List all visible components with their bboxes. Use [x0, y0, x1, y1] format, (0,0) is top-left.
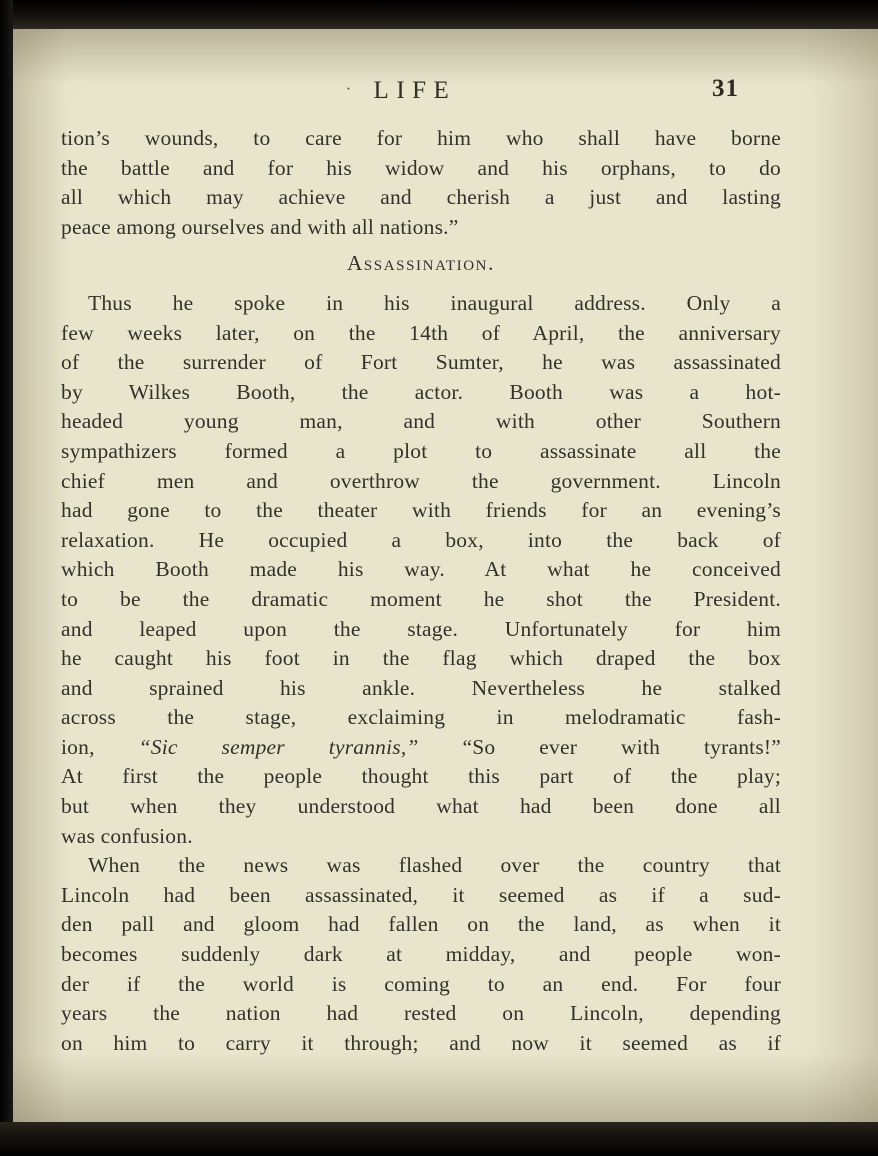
text-line: peace among ourselves and with all nations.” [61, 214, 459, 239]
text-line: by Wilkes Booth, the actor. Booth was a hot- [61, 379, 781, 404]
text-line: which Booth made his way. At what he conceived [61, 557, 781, 582]
paragraph-assassination [61, 289, 781, 851]
text-line: den pall and gloom had fallen on the land, as when it [61, 912, 781, 937]
text-line: the battle and for his widow and his orphans, to do [61, 155, 781, 180]
text-line: all which may achieve and cherish a just and lasting [61, 185, 781, 210]
text-line: der if the world is coming to an end. For four [61, 971, 781, 996]
text-line: chief men and overthrow the government. Lincoln [61, 468, 781, 493]
scan-edge-bottom [0, 1122, 878, 1156]
scan-edge-top [0, 0, 878, 29]
text-line-with-latin-quote [61, 733, 781, 763]
text-line: relaxation. He occupied a box, into the back of [61, 527, 781, 552]
text-line: Thus he spoke in his inaugural address. Only a [88, 290, 781, 315]
running-title: LIFE [373, 77, 457, 104]
text-line: and sprained his ankle. Nevertheless he stalked [61, 675, 781, 700]
text-line: When the news was flashed over the country that [88, 853, 781, 878]
text-line: Lincoln had been assassinated, it seemed as if a sud- [61, 882, 781, 907]
text-line: and leaped upon the stage. Unfortunately for him [61, 616, 781, 641]
text-line: sympathizers formed a plot to assassinate all the [61, 438, 781, 463]
paragraph-continuation [61, 124, 781, 242]
scan-edge-left [0, 0, 13, 1156]
text-line: on him to carry it through; and now it seemed as if [61, 1030, 781, 1055]
text-line: he caught his foot in the flag which draped the box [61, 646, 781, 671]
paper-page [13, 29, 878, 1122]
page-content [13, 29, 878, 1058]
text-line: of the surrender of Fort Sumter, he was assassinated [61, 350, 781, 375]
text-line: few weeks later, on the 14th of April, the anniversary [61, 320, 781, 345]
text-line: At first the people thought this part of the play; [61, 764, 781, 789]
text-segment: ion, [61, 734, 139, 759]
text-line: headed young man, and with other Southern [61, 409, 781, 434]
text-line: but when they understood what had been done all [61, 794, 781, 819]
page-header [61, 74, 781, 108]
text-line: across the stage, exclaiming in melodramatic fash- [61, 705, 781, 730]
section-heading: Assassination. [347, 251, 495, 276]
text-line: becomes suddenly dark at midday, and people won- [61, 942, 781, 967]
text-segment: “So ever with tyrants!” [418, 734, 782, 759]
latin-phrase: “Sic semper tyrannis,” [138, 734, 419, 759]
text-line: was confusion. [61, 823, 193, 848]
text-line: had gone to the theater with friends for an evening’s [61, 498, 781, 523]
header-mark: · [345, 79, 352, 98]
text-line: years the nation had rested on Lincoln, depending [61, 1001, 781, 1026]
paragraph-news [61, 851, 781, 1058]
text-line: to be the dramatic moment he shot the President. [61, 586, 781, 611]
page-number: 31 [712, 75, 739, 102]
text-line: tion’s wounds, to care for him who shall have borne [61, 126, 781, 150]
